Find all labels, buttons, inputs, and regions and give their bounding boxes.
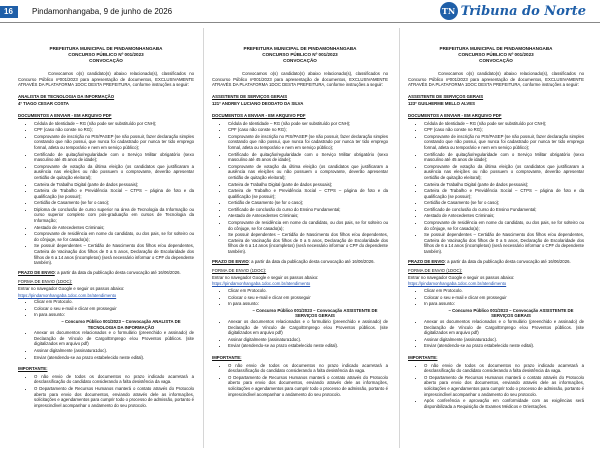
document-item: • Carteira de Trabalho e Previdência Social – CTPS – página de foto e da qualificação (se possuir); xyxy=(424,188,584,199)
step-item: • Colocar o seu e-mail e clicar em prosseguir xyxy=(424,295,584,301)
form-intro: Entrar no navegador Google e seguir os passos abaixo: xyxy=(18,286,125,291)
edition-date: Pindamonhangaba, 9 de junho de 2026 xyxy=(32,7,173,16)
important-list xyxy=(18,374,194,409)
important-title: IMPORTANTE: xyxy=(18,366,48,372)
subject-line: – Concurso Público 001/2023 – Convocação ANALISTA DE TECNOLOGIA DA INFORMAÇÃO xyxy=(61,318,181,330)
step-item: • Assinar digitalmente (assinatura1doc). xyxy=(228,337,388,343)
document-item: • Cédula de Identidade – RG (não pode ser substituído por CNH); xyxy=(424,121,584,127)
deadline-text: : a partir da data da publicação desta convocação até 16/06/2026. xyxy=(54,269,181,275)
document-item: • Comprovante de votação da última eleição (os candidatos que justificaram a ausência nas eleições ou não possuem o comprovante, deverão apresentar certidão de quitação eleitoral); xyxy=(424,164,584,181)
important-item: • O não envio de todos os documentos no prazo indicado acarretará a desclassificação do candidato considerando a falta desistência da vaga. xyxy=(424,363,584,374)
form-intro: Entrar no navegador Google e seguir os passos abaixo: xyxy=(212,274,319,280)
deadline-text: : a partir da data da publicação desta convocação até 16/06/2026. xyxy=(248,258,375,264)
deadline xyxy=(18,270,194,276)
step-item: • Anexar os documentos relacionados e o formulário (preenchido e assinado) de Declaração de Vínculo de Cargo/Emprego e/ou Proventos públicos. (site digitalizados em arquivo pdf) xyxy=(424,319,584,336)
call-title: CONVOCAÇÃO xyxy=(89,58,123,63)
document-item: • Se possuir dependentes – Certidão de Nascimento dos filhos e/ou dependentes, Carteira de Vacinação dos filhos de 0 a 5 anos, Declaração de Escolaridade dos filhos de 6 a 14 anos (incompletos) (será necessário informar o CPF do dependente também). xyxy=(34,243,194,265)
document-item: • Atestado de Antecedentes Criminais; xyxy=(424,213,584,219)
form-title: FORMA DE ENVIO (1DOC): xyxy=(408,268,463,274)
header-divider xyxy=(0,22,600,23)
logo-mark-icon: TN xyxy=(440,2,458,20)
document-item: • Carteira de Trabalho Digital (parte de dados pessoais); xyxy=(228,182,388,188)
position-title: ASSISTENTE DE SERVIÇOS GERAIS xyxy=(212,93,288,99)
atendimento-link[interactable]: https://pindamonhangaba.1doc.com.br/atendimento xyxy=(408,281,507,287)
important-item: • O não envio de todos os documentos no prazo indicado acarretará a desclassificação do candidato considerando a falta desistência da vaga. xyxy=(228,363,388,374)
document-item: • Certificado de quitação/regularidade com o Serviço Militar obrigatório (sexo masculino até 45 anos de idade); xyxy=(228,152,388,163)
logo-text: Tribuna do Norte xyxy=(460,3,586,19)
step-item: • Assinar digitalmente (assinatura1doc). xyxy=(34,348,194,354)
step-item: • Clicar em Protocolo. xyxy=(424,288,584,294)
step-item: • Assinar digitalmente (assinatura1doc). xyxy=(424,337,584,343)
document-item: • CPF (caso não conste no RG); xyxy=(34,127,194,133)
intro-paragraph: Convocamos o(s) candidato(s) abaixo relacionado(s), classificados no Concurso Público nº001/2023 para apresentação de documentos, EXCLUSIVAMENTE ATRAVÉS DA PLATAFORMA 1DOC DESTA PREFEITURA, conforme instruções a seguir: xyxy=(212,71,388,88)
step-item: • Colocar o seu e-mail e clicar em prosseguir xyxy=(34,306,194,312)
document-item: • Comprovante de residência em nome do candidato, ou dos pais, se for solteiro ou do cônjuge, se for casado(a); xyxy=(424,220,584,231)
step-item: • Enviar (atendendo-se ao prazo estabelecido neste edital). xyxy=(34,355,194,361)
document-item: • Comprovante de votação da última eleição (os candidatos que justificaram a ausência nas eleições ou não possuem o comprovante, deverão apresentar certidão de quitação eleitoral); xyxy=(34,164,194,181)
page-number-badge: 16 xyxy=(0,6,18,18)
step-item: • In para assunto: xyxy=(34,312,194,318)
deadline xyxy=(408,259,584,265)
step-item: • Clicar em Protocolo. xyxy=(228,288,388,294)
steps-list xyxy=(18,299,194,360)
document-item: • Carteira de Trabalho Digital (parte de dados pessoais); xyxy=(34,182,194,188)
document-item: • Carteira de Trabalho e Previdência Social – CTPS – página de foto e da qualificação (se possuir); xyxy=(34,188,194,199)
step-item: • Colocar o seu e-mail e clicar em prosseguir xyxy=(228,295,388,301)
documents-heading: DOCUMENTOS A ENVIAR - EM ARQUIVO PDF xyxy=(212,112,306,118)
contest-title: CONCURSO PÚBLICO Nº 001/2023 xyxy=(68,52,144,57)
form-title: FORMA DE ENVIO (1DOC): xyxy=(212,268,267,274)
document-item: • Certificado de conclusão do curso do Ensino Fundamental; xyxy=(424,207,584,213)
deadline-title: PRAZO DE ENVIO xyxy=(408,258,445,264)
document-item: • Certidão de Casamento (se for o caso); xyxy=(34,200,194,206)
document-item: • Certificado de quitação/regularidade com o Serviço Militar obrigatório (sexo masculino até 45 anos de idade); xyxy=(424,152,584,163)
deadline-text: : a partir da data da publicação desta convocação até 16/06/2026. xyxy=(444,258,571,264)
org-name: PREFEITURA MUNICIPAL DE PINDAMONHANGABA xyxy=(439,46,553,51)
position-title: ASSISTENTE DE SERVIÇOS GERAIS xyxy=(408,93,484,99)
subject-line: – Concurso Público 001/2023 – Convocação ASSISTENTE DE SERVIÇOS GERAIS xyxy=(252,307,378,319)
important-item: • O Departamento de Recursos Humanos manterá o contato através do Protocolo aberto para envio dos documentos, enviando através dele as informações, solicitações e agendamentos para cumprir todo o processo de admissão, portanto é imprescindível acompanhar o andamento do seu protocolo. xyxy=(228,375,388,397)
step-item: • Anexar os documentos relacionados e o formulário (preenchido e assinado) de Declaração de Vínculo de Cargo/Emprego e/ou Proventos públicos. (site digitalizados em arquivo pdf) xyxy=(34,330,194,347)
position-title: ANALISTA DE TECNOLOGIA DA INFORMAÇÃO xyxy=(18,93,115,99)
notice-column xyxy=(408,28,584,448)
document-item: • Comprovante de inscrição no PIS/PASEP (se não possuir, fazer declaração simples constando que não possui, que nunca foi cadastrado por nunca ter tido emprego formal, atleta ou temporário e nem em serviço público); xyxy=(34,134,194,151)
documents-heading: DOCUMENTOS A ENVIAR - EM ARQUIVO PDF xyxy=(408,112,502,118)
document-item: • Cédula de Identidade – RG (não pode ser substituído por CNH); xyxy=(228,121,388,127)
document-item: • Comprovante de votação da última eleição (os candidatos que justificaram a ausência nas eleições ou não possuem o comprovante, deverão apresentar certidão de quitação eleitoral); xyxy=(228,164,388,181)
document-item: • Comprovante de inscrição no PIS/PASEP (se não possuir, fazer declaração simples constando que não possui, que nunca foi cadastrado por nunca ter tido emprego formal, atleta ou temporário e nem em serviço público); xyxy=(228,134,388,151)
column-divider xyxy=(203,28,204,448)
document-item: • Se possuir dependentes – Certidão de Nascimento dos filhos e/ou dependentes, Carteira de Vacinação dos filhos de 0 a 5 anos, Declaração de Escolaridade dos filhos de 6 a 14 anos (incompletos) (será necessário informar o CPF do dependente também). xyxy=(228,232,388,254)
org-name: PREFEITURA MUNICIPAL DE PINDAMONHANGABA xyxy=(243,46,357,51)
column-divider xyxy=(399,28,400,448)
steps-list xyxy=(408,288,584,349)
step-item: • Anexar os documentos relacionados e o formulário (preenchido e assinado) de Declaração de Vínculo de Cargo/Emprego e/ou Proventos públicos. (site digitalizados em arquivo pdf) xyxy=(228,319,388,336)
important-item: • O não envio de todos os documentos no prazo indicado acarretará a desclassificação do candidato considerando a falta desistência da vaga. xyxy=(34,374,194,385)
important-title: IMPORTANTE: xyxy=(212,354,242,360)
document-item: • Comprovante de residência em nome do candidato, ou dos pais, se for solteiro ou do cônjuge, se for casado(a); xyxy=(34,231,194,242)
step-item: • In para assunto: xyxy=(228,301,388,307)
document-item: • Atestado de Antecedentes Criminais; xyxy=(228,213,388,219)
page-header xyxy=(0,0,600,22)
candidate-name: 123º GUILHERME MELLO ALVES xyxy=(408,101,475,107)
contest-title: CONCURSO PÚBLICO Nº 001/2023 xyxy=(458,52,534,57)
important-item: • O Departamento de Recursos Humanos manterá o contato através do Protocolo aberto para envio dos documentos, enviando através dele as informações, solicitações e agendamentos para cumprir todo o processo de admissão, portanto é imprescindível acompanhar o andamento do seu protocolo. xyxy=(34,386,194,408)
intro-paragraph: Convocamos o(s) candidato(s) abaixo relacionado(s), classificados no Concurso Público nº001/2023 para apresentação de documentos, EXCLUSIVAMENTE ATRAVÉS DA PLATAFORMA 1DOC DESTA PREFEITURA, conforme instruções a seguir: xyxy=(408,71,584,88)
deadline-title: PRAZO DE ENVIO xyxy=(212,258,249,264)
steps-list xyxy=(212,288,388,349)
important-list xyxy=(408,363,584,410)
contest-title: CONCURSO PÚBLICO Nº 001/2023 xyxy=(262,52,338,57)
atendimento-link[interactable]: https://pindamonhangaba.1doc.com.br/atendimento xyxy=(18,292,117,298)
document-item: • Certificado de quitação/regularidade com o Serviço Militar obrigatório (sexo masculino até 45 anos de idade); xyxy=(34,152,194,163)
document-item: • Comprovante de residência em nome do candidato, ou dos pais, se for solteiro ou do cônjuge, se for casado(a); xyxy=(228,220,388,231)
candidate-name: 121º ANDREY LUCIANO DEODATO DA SILVA xyxy=(212,101,304,107)
step-item: • In para assunto: xyxy=(424,301,584,307)
call-title: CONVOCAÇÃO xyxy=(479,58,513,63)
documents-list xyxy=(18,121,194,266)
intro-paragraph: Convocamos o(s) candidato(s) abaixo relacionado(s), classificados no Concurso Público nº001/2023 para apresentação de documentos, EXCLUSIVAMENTE ATRAVÉS DA PLATAFORMA 1DOC DESTA PREFEITURA, conforme instruções a seguir: xyxy=(18,71,194,88)
newspaper-logo xyxy=(440,1,586,21)
document-item: • Certidão de Casamento (se for o caso); xyxy=(228,200,388,206)
form-intro: Entrar no navegador Google e seguir os passos abaixo: xyxy=(408,274,515,280)
deadline-title: PRAZO DE ENVIO xyxy=(18,269,55,275)
notice-column xyxy=(18,28,194,448)
subject-line: – Concurso Público 001/2023 – Convocação ASSISTENTE DE SERVIÇOS GERAIS xyxy=(448,307,574,319)
document-item: • Carteira de Trabalho e Previdência Social – CTPS – página de foto e da qualificação (se possuir); xyxy=(228,188,388,199)
candidate-name: 4º TIAGO CESAR COSTA xyxy=(18,101,69,107)
document-item: • Carteira de Trabalho Digital (parte de dados pessoais); xyxy=(424,182,584,188)
document-item: • Atestado de Antecedentes Criminais; xyxy=(34,225,194,231)
deadline xyxy=(212,259,388,265)
document-item: • Se possuir dependentes – Certidão de Nascimento dos filhos e/ou dependentes, Carteira de Vacinação dos filhos de 0 a 5 anos, Declaração de Escolaridade dos filhos de 6 a 14 anos (incompletos) (será necessário informar o CPF do dependente também). xyxy=(424,232,584,254)
form-title: FORMA DE ENVIO (1DOC): xyxy=(18,279,73,285)
document-item: • Diploma de conclusão de curso superior na área de Tecnologia da Informação ou curso superior completo com pós-graduação em cursos de Tecnologia da Informação; xyxy=(34,207,194,224)
important-item: • O Departamento de Recursos Humanos manterá o contato através do Protocolo aberto para envio dos documentos, enviando através dele as informações, solicitações e agendamentos para cumprir todo o processo de admissão, portanto é imprescindível acompanhar o andamento do seu protocolo. xyxy=(424,375,584,397)
document-item: • Cédula de Identidade – RG (não pode ser substituído por CNH); xyxy=(34,121,194,127)
documents-list xyxy=(212,121,388,255)
step-item: • Enviar (atendendo-se ao prazo estabelecido neste edital). xyxy=(424,343,584,349)
step-item: • Clicar em Protocolo. xyxy=(34,299,194,305)
document-item: • CPF (caso não conste no RG); xyxy=(424,127,584,133)
call-title: CONVOCAÇÃO xyxy=(283,58,317,63)
atendimento-link[interactable]: https://pindamonhangaba.1doc.com.br/atendimento xyxy=(212,281,311,287)
notice-column xyxy=(212,28,388,448)
org-name: PREFEITURA MUNICIPAL DE PINDAMONHANGABA xyxy=(49,46,163,51)
step-item: • Enviar (atendendo-se ao prazo estabelecido neste edital). xyxy=(228,343,388,349)
documents-list xyxy=(408,121,584,255)
important-title: IMPORTANTE: xyxy=(408,354,438,360)
document-item: • Certificado de conclusão do curso do Ensino Fundamental; xyxy=(228,207,388,213)
document-item: • Comprovante de inscrição no PIS/PASEP (se não possuir, fazer declaração simples constando que não possui, que nunca foi cadastrado por nunca ter tido emprego formal, atleta ou temporário e nem em serviço público); xyxy=(424,134,584,151)
documents-heading: DOCUMENTOS A ENVIAR - EM ARQUIVO PDF xyxy=(18,112,112,118)
document-item: • Certidão de Casamento (se for o caso); xyxy=(424,200,584,206)
important-list xyxy=(212,363,388,398)
important-item: • Após conferência e aprovação em conformidade com as exigências será disponibilizada a Requisição de Exames Médicos e Orientações. xyxy=(424,398,584,409)
document-item: • CPF (caso não conste no RG); xyxy=(228,127,388,133)
